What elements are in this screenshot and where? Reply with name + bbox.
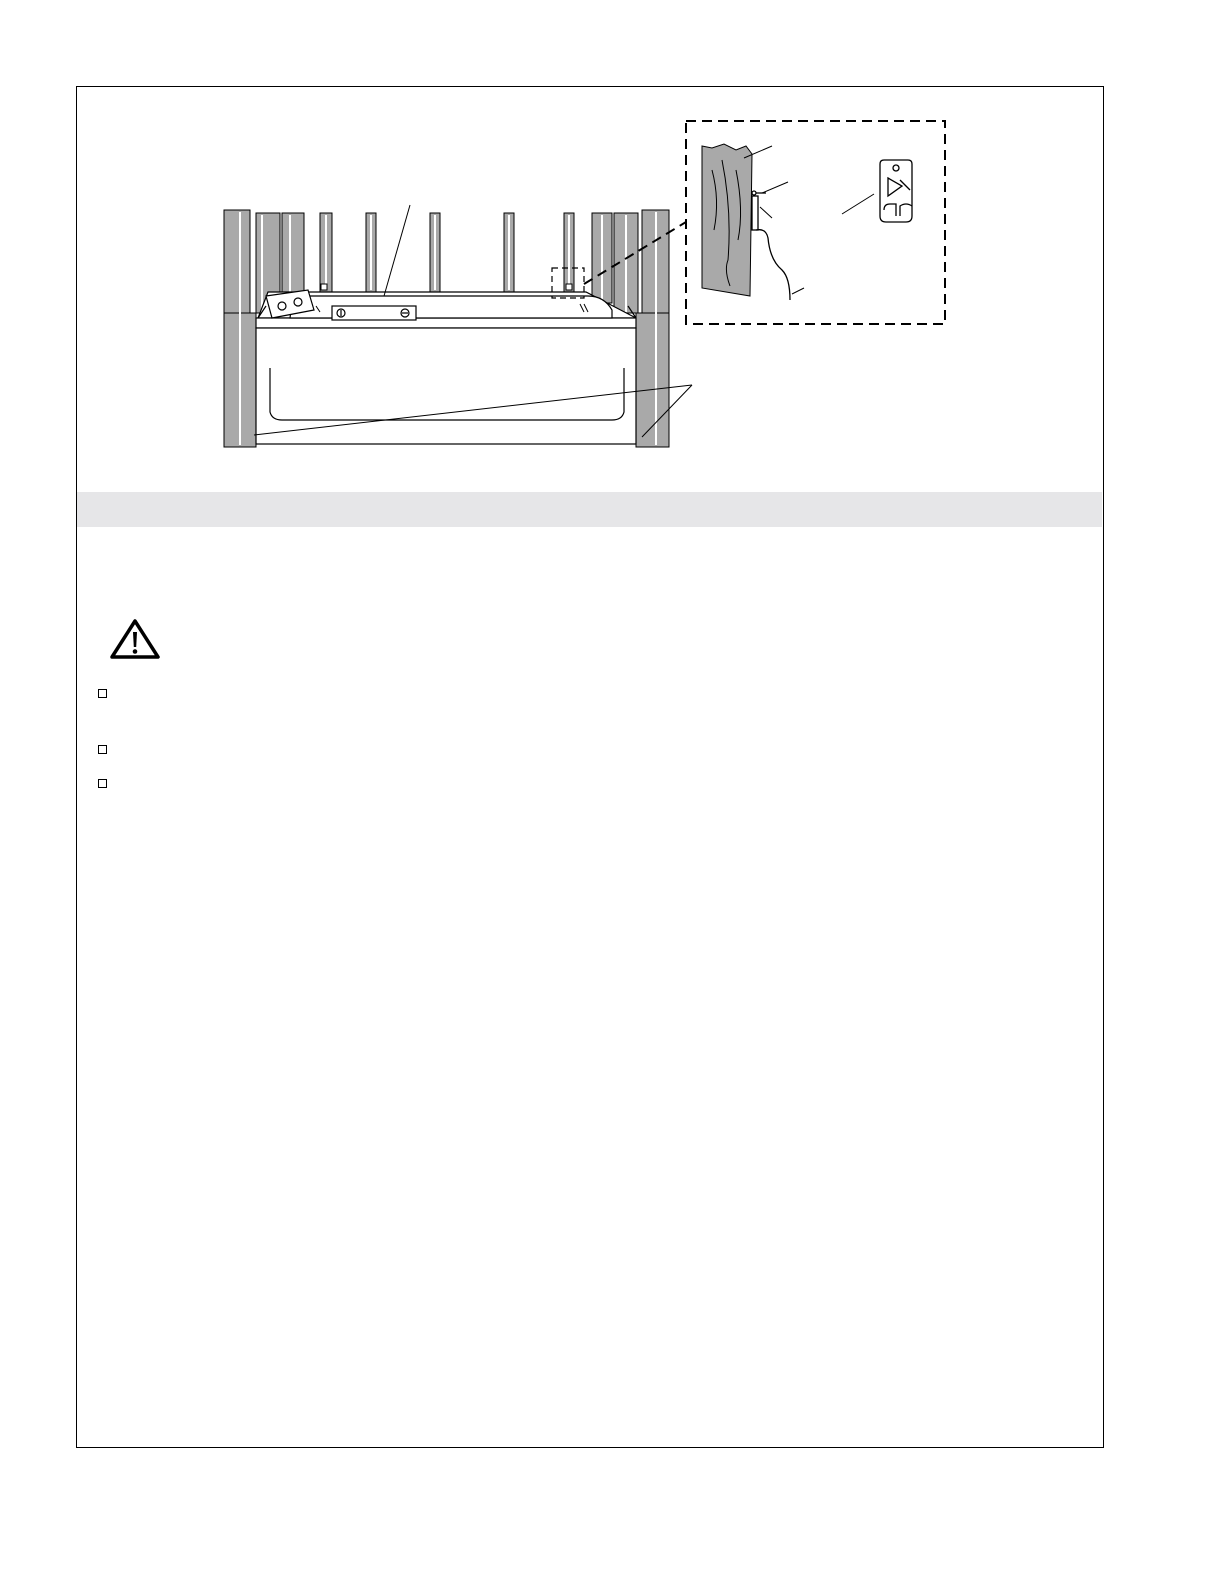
section-heading-bar xyxy=(77,492,1102,527)
detail-stud xyxy=(702,144,752,296)
step-checkbox[interactable] xyxy=(98,779,107,788)
mounting-clip xyxy=(880,160,912,222)
detail-flange xyxy=(752,191,790,300)
step-checkbox[interactable] xyxy=(98,689,107,698)
level-tool xyxy=(332,306,416,320)
warning-triangle-icon xyxy=(108,617,162,661)
step-checkbox[interactable] xyxy=(98,745,107,754)
installation-illustration xyxy=(0,0,1225,480)
bathtub xyxy=(256,292,636,444)
